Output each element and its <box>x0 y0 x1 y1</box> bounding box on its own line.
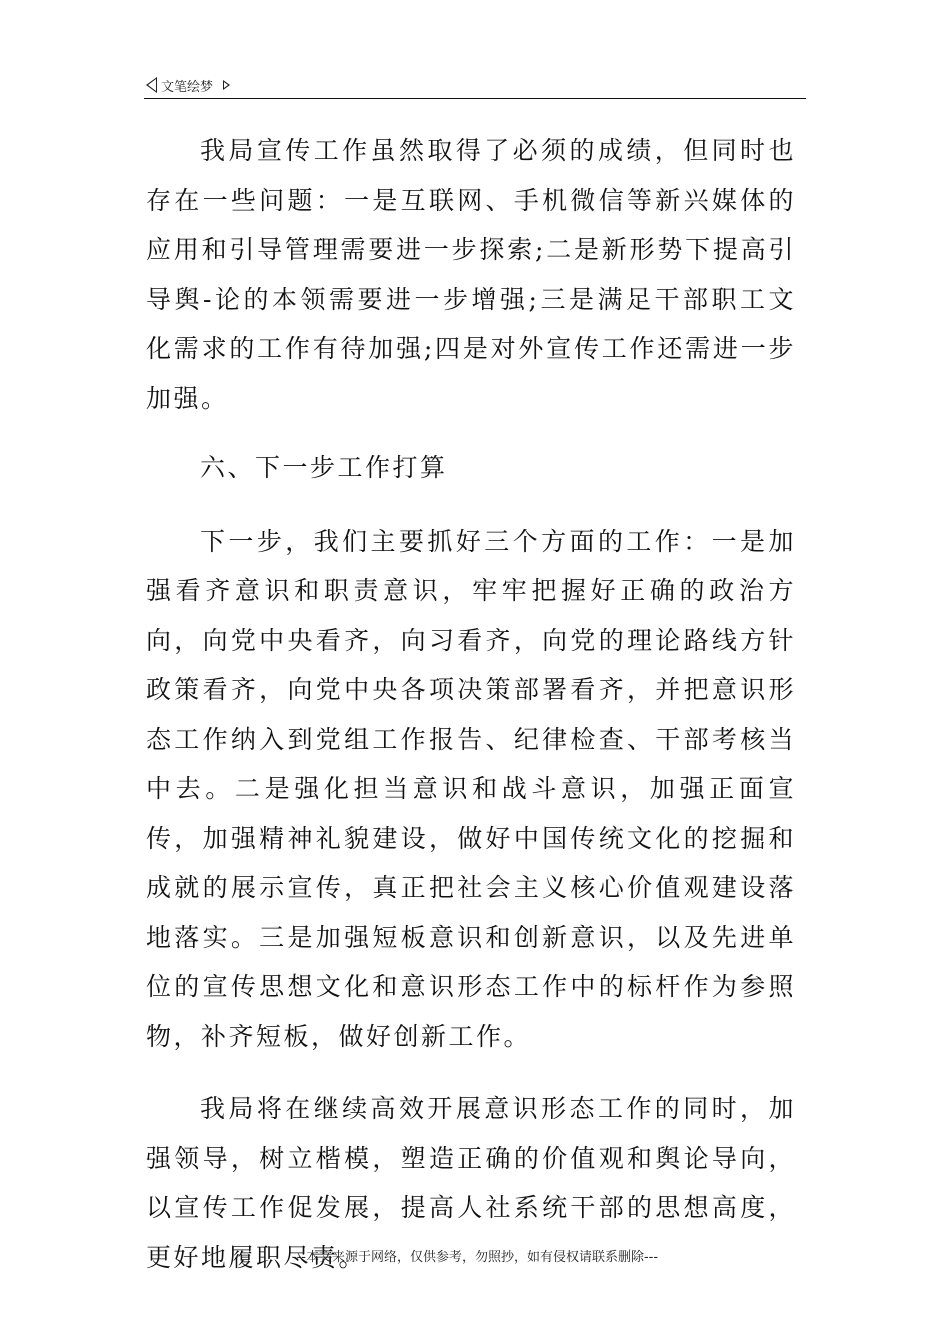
triangle-left-icon <box>146 77 157 93</box>
header-title: 文笔绘梦 <box>161 79 214 95</box>
document-body <box>146 126 796 1282</box>
paragraph-conclusion: 我局将在继续高效开展意识形态工作的同时，加强领导，树立楷模，塑造正确的价值观和舆论导向，以宣传工作促发展，提高人社系统干部的思想高度，更好地履职尽责。 <box>146 1094 796 1272</box>
section-heading: 六、下一步工作打算 <box>200 453 448 482</box>
triangle-right-icon <box>223 80 230 90</box>
header-divider <box>144 98 806 99</box>
footer-notice: ---本文来源于网络，仅供参考，勿照抄，如有侵权请联系删除--- <box>291 1250 659 1265</box>
paragraph-next-steps: 下一步，我们主要抓好三个方面的工作：一是加强看齐意识和职责意识，牢牢把握好正确的政治方向，向党中央看齐，向习看齐，向党的理论路线方针政策看齐，向党中央各项决策部署看齐，并把意识形态工作纳入到党组工作报告、纪律检查、干部考核当中去。二是强化担当意识和战斗意识，加强正面宣传，加强精神礼貌建设，做好中国传统文化的挖掘和成就的展示宣传，真正把社会主义核心价值观建设落地落实。三是加强短板意识和创新意识，以及先进单位的宣传思想文化和意识形态工作中的标杆作为参照物，补齐短板，做好创新工作。 <box>146 526 796 1051</box>
page-header <box>146 72 806 98</box>
paragraph-problems: 我局宣传工作虽然取得了必须的成绩，但同时也存在一些问题：一是互联网、手机微信等新兴媒体的应用和引导管理需要进一步探索;二是新形势下提高引导舆-论的本领需要进一步增强;三是满足干部职工文化需求的工作有待加强;四是对外宣传工作还需进一步加强。 <box>146 136 796 413</box>
